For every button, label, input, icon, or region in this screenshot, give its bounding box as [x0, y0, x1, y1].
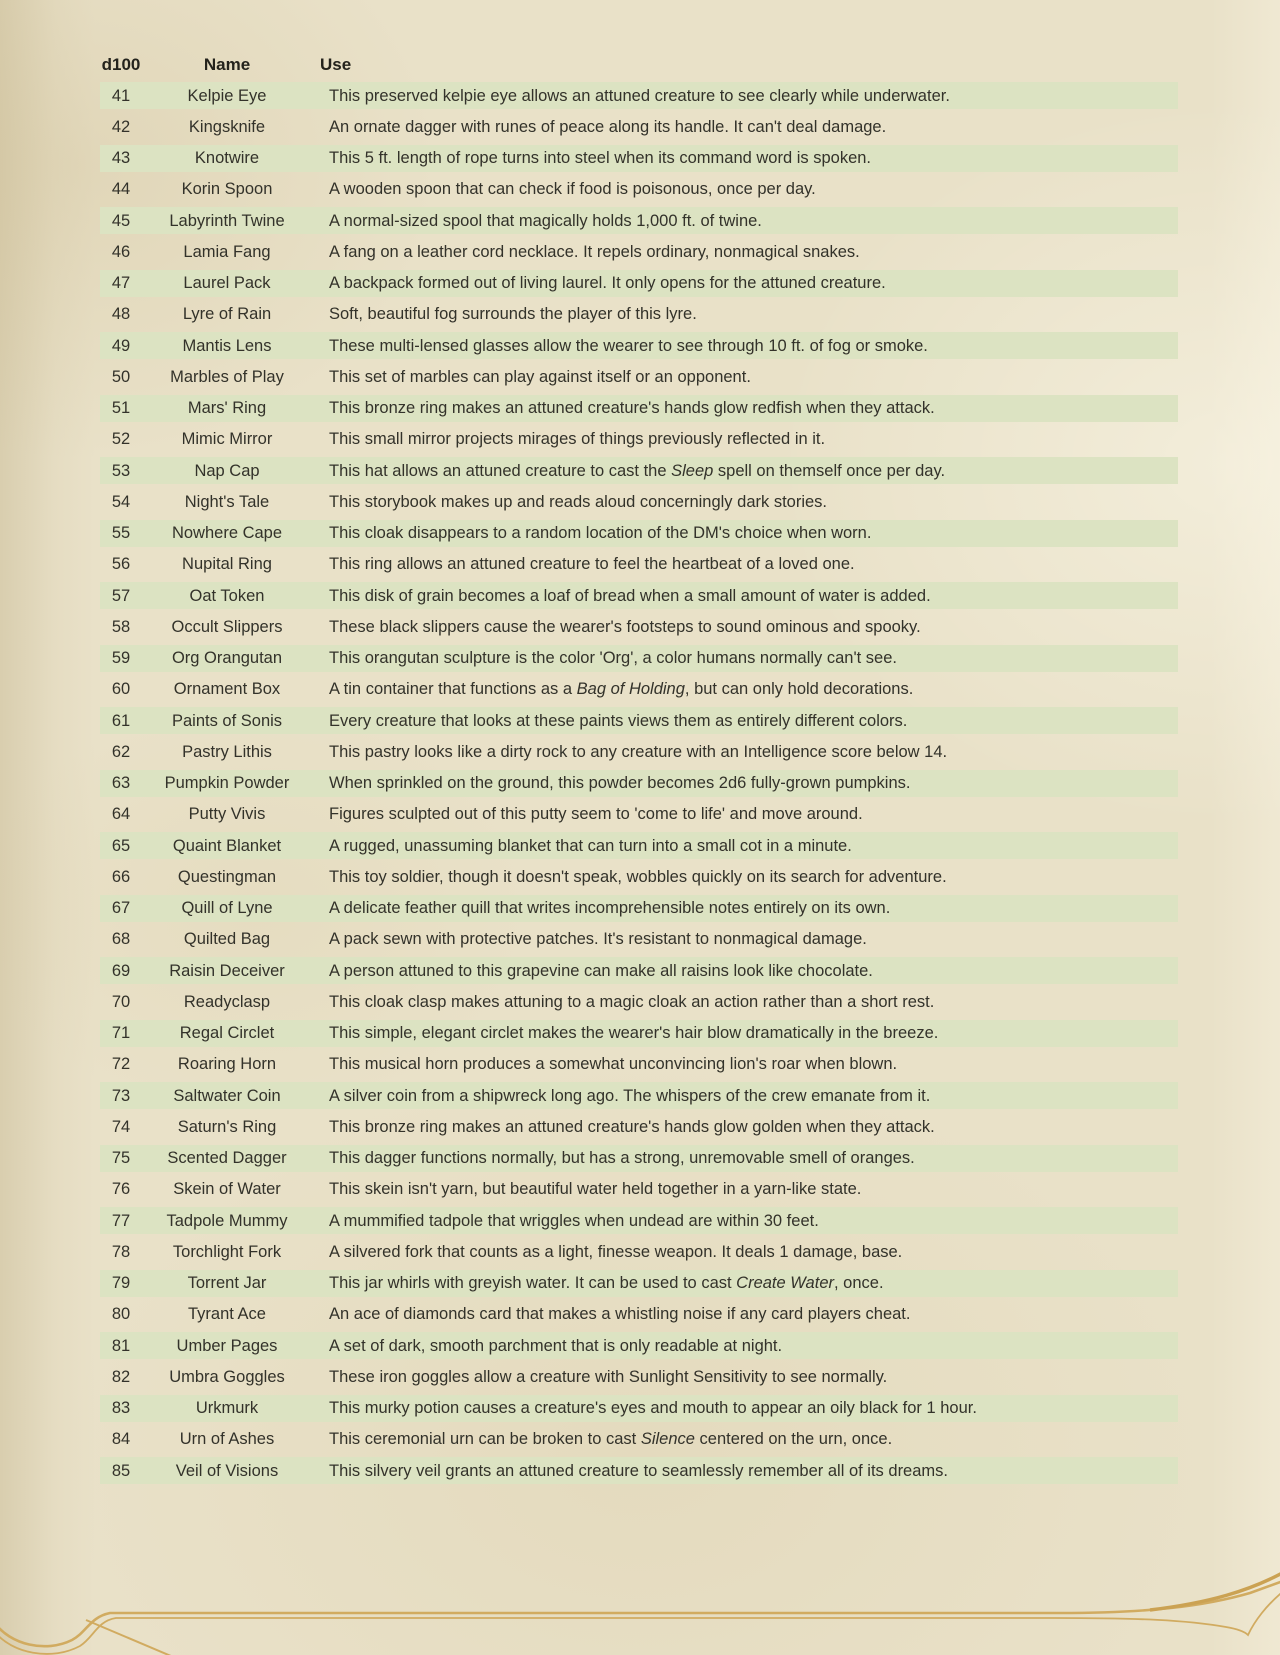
row-item-use: These iron goggles allow a creature with Sunlight Sensitivity to see normally. — [329, 1367, 888, 1386]
row-item-name: Raisin Deceiver — [169, 961, 285, 980]
row-item-name: Quilted Bag — [183, 930, 271, 949]
row-item-name: Tyrant Ace — [188, 1305, 266, 1324]
row-d100-value: 51 — [111, 399, 131, 418]
row-d100-value: 57 — [111, 586, 131, 605]
row-item-use: This ceremonial urn can be broken to cast Silence centered on the urn, once. — [329, 1430, 893, 1449]
row-item-use: A pack sewn with protective patches. It's resistant to nonmagical damage. — [329, 930, 867, 949]
row-item-use: Figures sculpted out of this putty seem to 'come to life' and move around. — [329, 805, 863, 824]
row-item-name: Mars' Ring — [187, 399, 267, 418]
row-item-use: This skein isn't yarn, but beautiful water held together in a yarn-like state. — [329, 1180, 862, 1199]
row-d100-value: 65 — [111, 836, 131, 855]
row-d100-value: 42 — [111, 117, 131, 136]
row-item-use: A backpack formed out of living laurel. It only opens for the attuned creature. — [329, 274, 886, 293]
row-d100-value: 67 — [111, 899, 131, 918]
row-d100-value: 53 — [111, 461, 131, 480]
row-item-name: Paints of Sonis — [171, 711, 283, 730]
row-item-name: Veil of Visions — [175, 1461, 279, 1480]
row-d100-value: 52 — [111, 430, 131, 449]
row-item-name: Umber Pages — [176, 1336, 278, 1355]
row-item-use: This orangutan sculpture is the color 'Org', a color humans normally can't see. — [329, 649, 897, 668]
row-item-use: This bronze ring makes an attuned creature's hands glow golden when they attack. — [329, 1117, 935, 1136]
row-item-use: This jar whirls with greyish water. It can be used to cast Create Water, once. — [329, 1274, 884, 1293]
row-item-use: A silvered fork that counts as a light, finesse weapon. It deals 1 damage, base. — [329, 1242, 903, 1261]
row-item-use: An ornate dagger with runes of peace along its handle. It can't deal damage. — [329, 117, 887, 136]
row-item-use: A person attuned to this grapevine can make all raisins look like chocolate. — [329, 961, 873, 980]
row-item-use: This musical horn produces a somewhat unconvincing lion's roar when blown. — [329, 1055, 898, 1074]
row-d100-value: 60 — [111, 680, 131, 699]
row-item-name: Pastry Lithis — [182, 742, 272, 761]
row-d100-value: 78 — [111, 1242, 131, 1261]
row-item-name: Mantis Lens — [182, 336, 272, 355]
row-d100-value: 46 — [111, 242, 131, 261]
row-d100-value: 44 — [111, 180, 131, 199]
row-d100-value: 49 — [111, 336, 131, 355]
row-item-name: Mimic Mirror — [181, 430, 273, 449]
row-d100-value: 82 — [111, 1367, 131, 1386]
row-d100-value: 80 — [111, 1305, 131, 1324]
row-d100-value: 66 — [111, 867, 131, 886]
row-item-name: Kingsknife — [188, 117, 266, 136]
row-item-name: Torrent Jar — [187, 1274, 267, 1293]
row-item-name: Regal Circlet — [179, 1024, 275, 1043]
row-item-use: A delicate feather quill that writes incomprehensible notes entirely on its own. — [329, 899, 891, 918]
row-item-use: This ring allows an attuned creature to feel the heartbeat of a loved one. — [329, 555, 855, 574]
column-header-d100: d100 — [101, 55, 141, 75]
row-item-name: Saltwater Coin — [173, 1086, 281, 1105]
row-item-name: Lamia Fang — [183, 242, 271, 261]
row-item-use: These multi-lensed glasses allow the wearer to see through 10 ft. of fog or smoke. — [329, 336, 928, 355]
row-item-use: When sprinkled on the ground, this powder becomes 2d6 fully-grown pumpkins. — [329, 774, 911, 793]
row-item-use: This pastry looks like a dirty rock to any creature with an Intelligence score below 14. — [329, 742, 948, 761]
row-item-name: Urkmurk — [195, 1399, 259, 1418]
row-d100-value: 79 — [111, 1274, 131, 1293]
row-d100-value: 48 — [111, 305, 131, 324]
row-item-use: This simple, elegant circlet makes the wearer's hair blow dramatically in the breeze. — [329, 1024, 939, 1043]
row-d100-value: 43 — [111, 149, 131, 168]
row-d100-value: 84 — [111, 1430, 131, 1449]
row-item-name: Org Orangutan — [171, 649, 283, 668]
row-item-use: A normal-sized spool that magically holds 1,000 ft. of twine. — [329, 211, 762, 230]
row-d100-value: 47 — [111, 274, 131, 293]
row-item-name: Nap Cap — [194, 461, 260, 480]
row-item-name: Marbles of Play — [170, 367, 284, 386]
row-item-use: This toy soldier, though it doesn't speak, wobbles quickly on its search for adventure. — [329, 867, 947, 886]
row-d100-value: 64 — [111, 805, 131, 824]
row-item-name: Korin Spoon — [181, 180, 273, 199]
row-d100-value: 81 — [111, 1336, 131, 1355]
row-d100-value: 69 — [111, 961, 131, 980]
row-d100-value: 77 — [111, 1211, 131, 1230]
row-d100-value: 85 — [111, 1461, 131, 1480]
row-item-name: Questingman — [177, 867, 277, 886]
row-item-name: Night's Tale — [184, 492, 270, 511]
row-item-use: A silver coin from a shipwreck long ago. The whispers of the crew emanate from it. — [329, 1086, 931, 1105]
row-item-use: This set of marbles can play against itself or an opponent. — [329, 367, 751, 386]
column-header-name: Name — [203, 55, 251, 75]
row-d100-value: 50 — [111, 367, 131, 386]
row-item-use: This bronze ring makes an attuned creature's hands glow redfish when they attack. — [329, 399, 935, 418]
row-item-use: This preserved kelpie eye allows an attuned creature to see clearly while underwater. — [329, 86, 950, 105]
row-item-use: A rugged, unassuming blanket that can turn into a small cot in a minute. — [329, 836, 852, 855]
row-item-use: Every creature that looks at these paints views them as entirely different colors. — [329, 711, 908, 730]
row-item-name: Skein of Water — [173, 1180, 281, 1199]
row-item-name: Occult Slippers — [171, 617, 283, 636]
row-item-use: A tin container that functions as a Bag of Holding, but can only hold decorations. — [329, 680, 914, 699]
row-item-name: Kelpie Eye — [187, 86, 267, 105]
row-item-name: Ornament Box — [173, 680, 281, 699]
row-item-name: Nowhere Cape — [171, 524, 283, 543]
row-d100-value: 76 — [111, 1180, 131, 1199]
row-item-use: This hat allows an attuned creature to cast the Sleep spell on themself once per day. — [329, 461, 946, 480]
row-item-name: Pumpkin Powder — [164, 774, 290, 793]
row-item-use: This murky potion causes a creature's eyes and mouth to appear an oily black for 1 hour. — [329, 1399, 977, 1418]
row-item-use: A fang on a leather cord necklace. It repels ordinary, nonmagical snakes. — [329, 242, 860, 261]
row-item-name: Knotwire — [194, 149, 260, 168]
row-item-name: Lyre of Rain — [182, 305, 272, 324]
row-item-use: This cloak disappears to a random location of the DM's choice when worn. — [329, 524, 872, 543]
row-d100-value: 54 — [111, 492, 131, 511]
row-d100-value: 75 — [111, 1149, 131, 1168]
row-item-name: Umbra Goggles — [169, 1367, 285, 1386]
row-item-use: A set of dark, smooth parchment that is only readable at night. — [329, 1336, 783, 1355]
row-item-name: Labyrinth Twine — [169, 211, 285, 230]
row-d100-value: 83 — [111, 1399, 131, 1418]
row-d100-value: 71 — [111, 1024, 131, 1043]
row-d100-value: 74 — [111, 1117, 131, 1136]
row-item-name: Urn of Ashes — [179, 1430, 275, 1449]
row-item-use: This 5 ft. length of rope turns into steel when its command word is spoken. — [329, 149, 872, 168]
row-item-name: Scented Dagger — [167, 1149, 287, 1168]
row-item-use: This silvery veil grants an attuned creature to seamlessly remember all of its dreams. — [329, 1461, 948, 1480]
row-item-use: Soft, beautiful fog surrounds the player of this lyre. — [329, 305, 697, 324]
row-item-name: Readyclasp — [183, 992, 271, 1011]
row-d100-value: 61 — [111, 711, 131, 730]
row-d100-value: 45 — [111, 211, 131, 230]
row-d100-value: 72 — [111, 1055, 131, 1074]
row-item-name: Quaint Blanket — [172, 836, 282, 855]
row-d100-value: 63 — [111, 774, 131, 793]
row-d100-value: 73 — [111, 1086, 131, 1105]
row-d100-value: 56 — [111, 555, 131, 574]
row-item-name: Laurel Pack — [183, 274, 271, 293]
row-item-use: This dagger functions normally, but has a strong, unremovable smell of oranges. — [329, 1149, 915, 1168]
row-item-name: Putty Vivis — [188, 805, 266, 824]
row-d100-value: 55 — [111, 524, 131, 543]
row-d100-value: 70 — [111, 992, 131, 1011]
row-item-name: Tadpole Mummy — [166, 1211, 288, 1230]
row-item-name: Saturn's Ring — [177, 1117, 277, 1136]
row-item-name: Nupital Ring — [182, 555, 272, 574]
row-d100-value: 58 — [111, 617, 131, 636]
row-d100-value: 68 — [111, 930, 131, 949]
row-item-use: A mummified tadpole that wriggles when undead are within 30 feet. — [329, 1211, 819, 1230]
row-item-name: Roaring Horn — [177, 1055, 277, 1074]
row-d100-value: 62 — [111, 742, 131, 761]
row-item-use: This cloak clasp makes attuning to a magic cloak an action rather than a short rest. — [329, 992, 935, 1011]
row-d100-value: 59 — [111, 649, 131, 668]
row-item-name: Quill of Lyne — [181, 899, 273, 918]
row-item-use: A wooden spoon that can check if food is poisonous, once per day. — [329, 180, 816, 199]
row-item-use: This storybook makes up and reads aloud concerningly dark stories. — [329, 492, 828, 511]
row-item-name: Torchlight Fork — [172, 1242, 282, 1261]
row-item-use: An ace of diamonds card that makes a whistling noise if any card players cheat. — [329, 1305, 911, 1324]
row-item-use: This disk of grain becomes a loaf of bread when a small amount of water is added. — [329, 586, 931, 605]
row-item-use: These black slippers cause the wearer's footsteps to sound ominous and spooky. — [329, 617, 921, 636]
row-d100-value: 41 — [111, 86, 131, 105]
column-header-use: Use — [320, 55, 352, 75]
row-item-name: Oat Token — [189, 586, 265, 605]
row-item-use: This small mirror projects mirages of things previously reflected in it. — [329, 430, 826, 449]
